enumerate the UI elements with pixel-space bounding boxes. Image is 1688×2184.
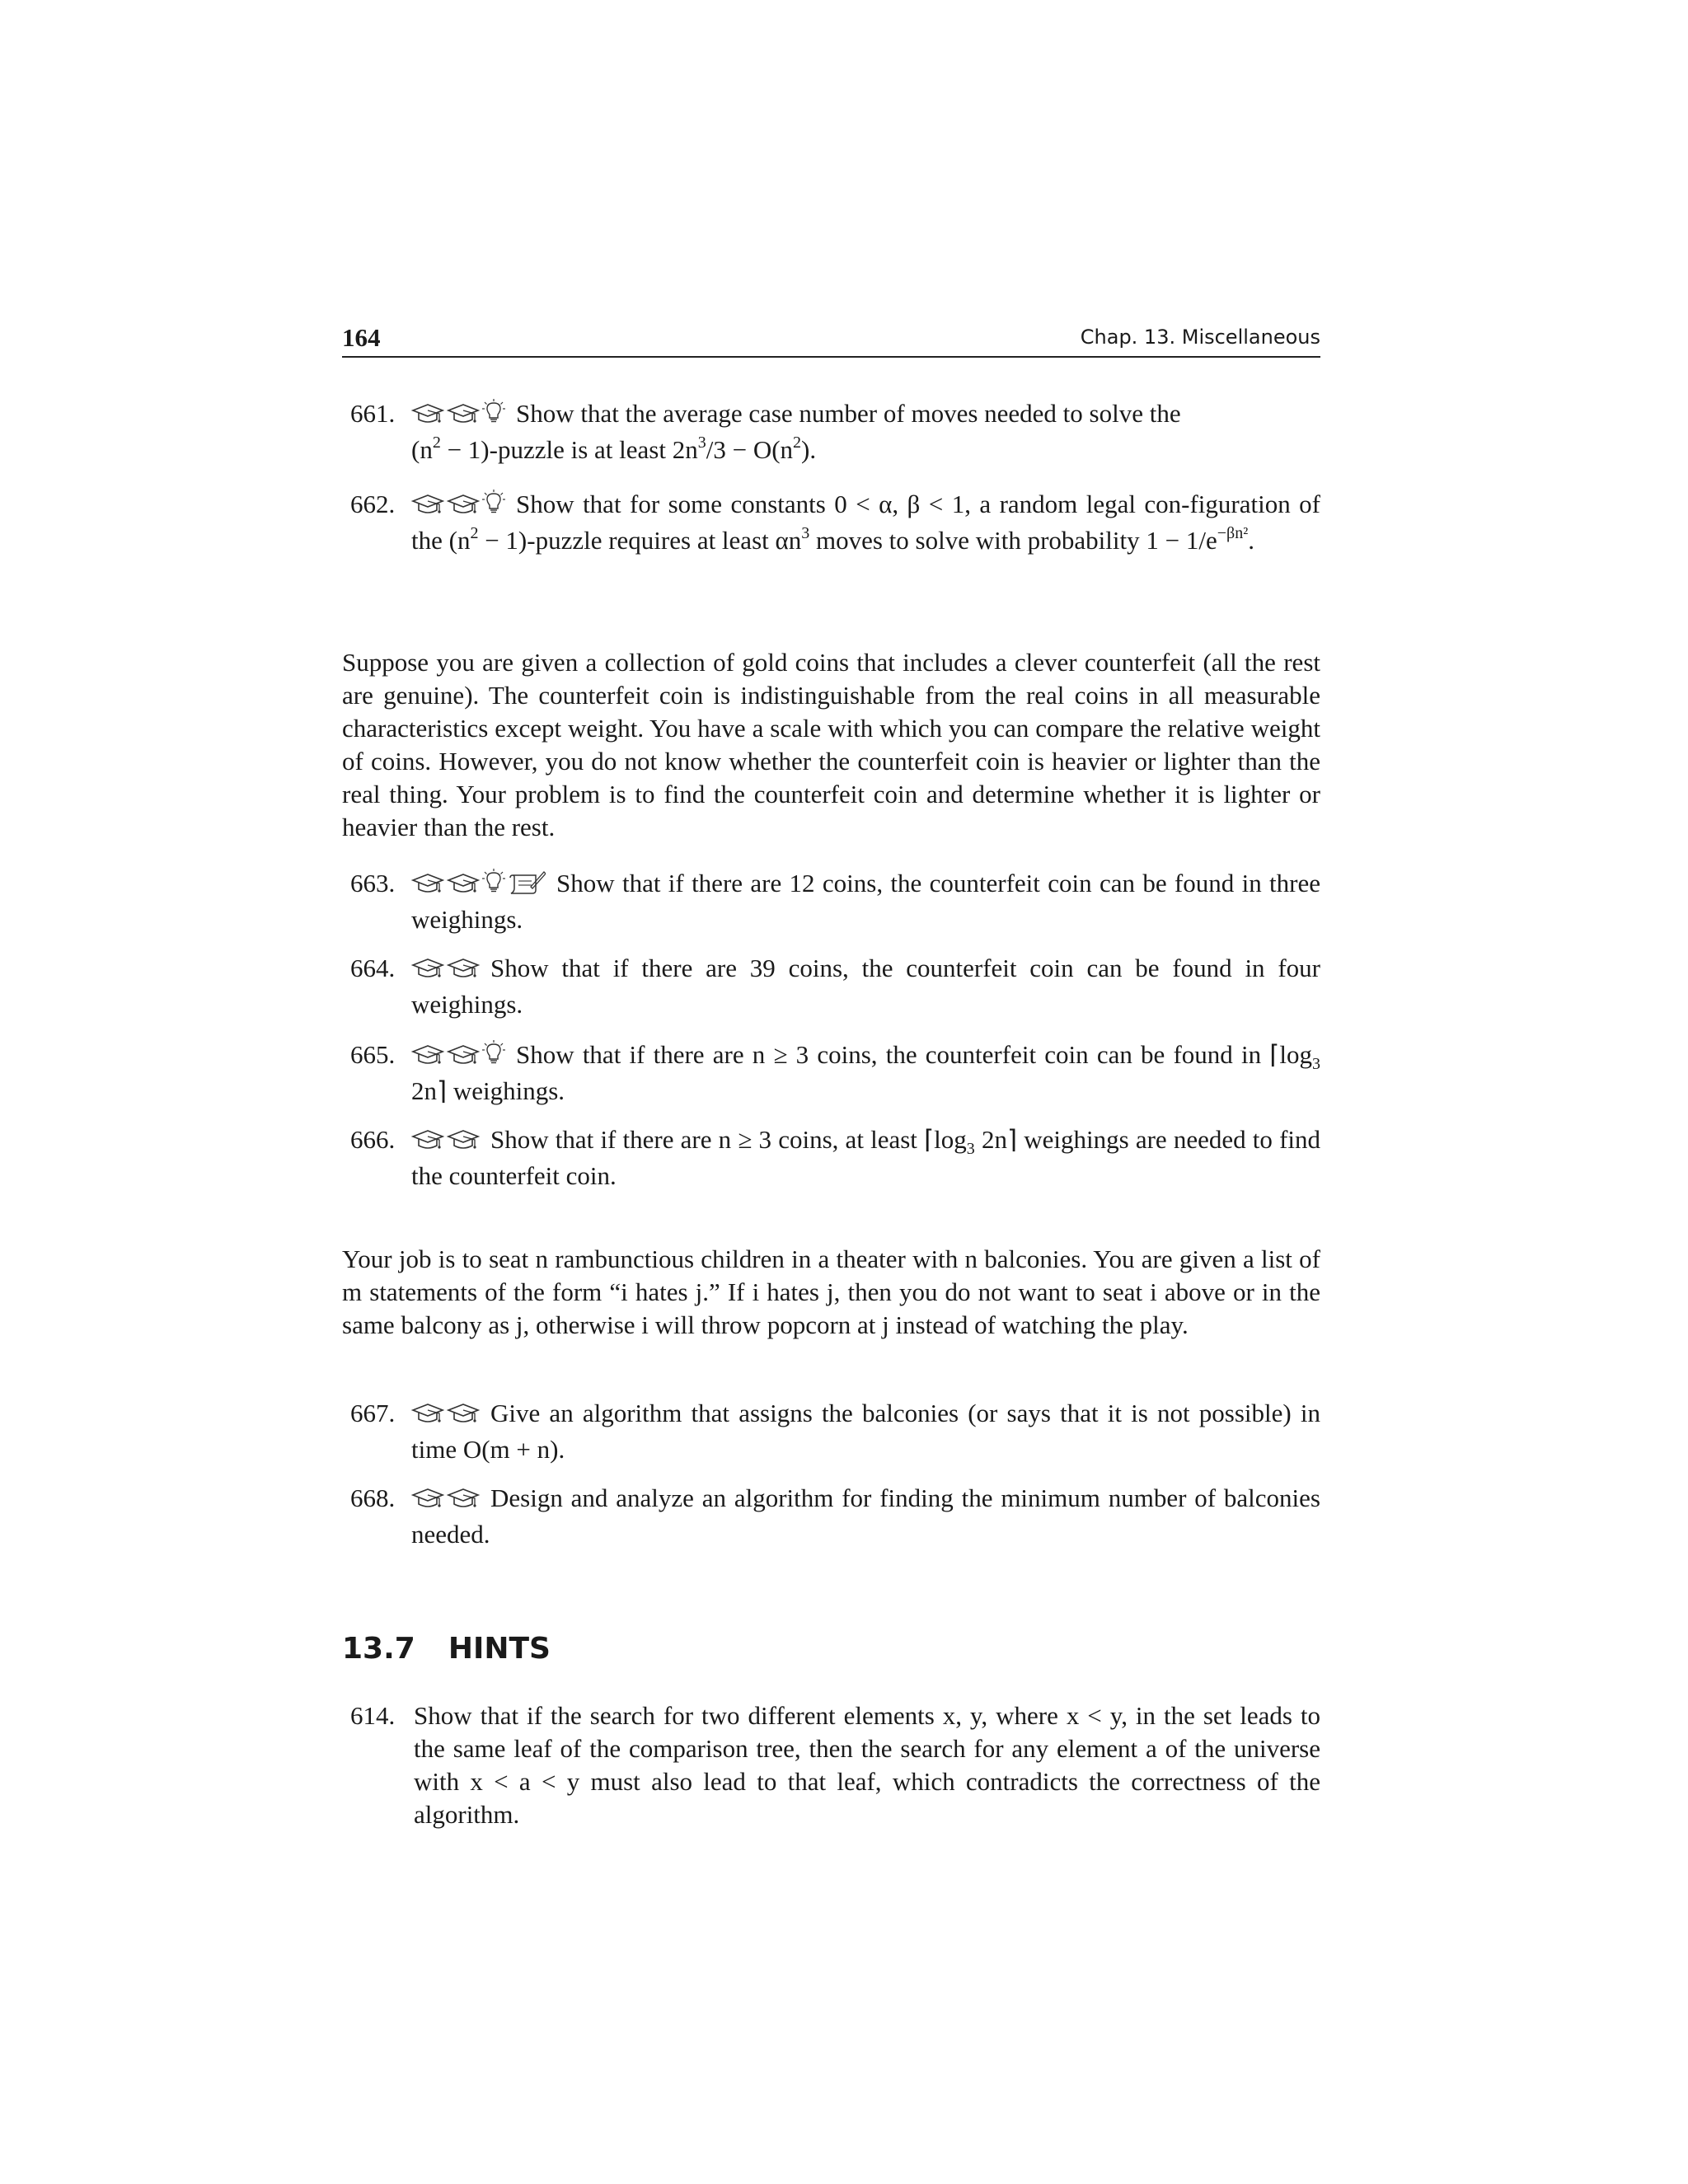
lightbulb-icon: [482, 869, 505, 895]
page-header: [342, 323, 1320, 358]
problem-number: 661.: [350, 399, 396, 428]
mortarboard-icon: [411, 1402, 444, 1425]
problem-number: 666.: [350, 1125, 396, 1154]
mortarboard-icon: [447, 1487, 480, 1510]
mortarboard-icon: [411, 1487, 444, 1510]
scroll-icon: [508, 870, 546, 895]
hint-text: Show that if the search for two different elements x, y, where x < y, in the set leads to the same leaf of the comparison tree, then the search for any element a of the universe with x < a < y must also lead to that leaf, which contradicts the correctness of the algorithm.: [414, 1701, 1320, 1829]
page-number: 164: [342, 323, 381, 352]
mortarboard-icon: [447, 493, 480, 516]
mortarboard-icon: [447, 872, 480, 895]
problem-number: 662.: [350, 490, 396, 518]
section-title: HINTS: [448, 1632, 551, 1666]
theater-paragraph: Your job is to seat n rambunctious children in a theater with n balconies. You are given a list of m statements of the form “i hates j.” If i hates j, then you do not want to seat i above or in the same balcony as j, otherwise i will throw popcorn at j instead of watching the play.: [342, 1244, 1320, 1339]
difficulty-icons: [411, 869, 548, 903]
problem-number: 667.: [350, 1399, 396, 1427]
difficulty-icons: [411, 399, 508, 434]
problem-666: [350, 1123, 1320, 1193]
mortarboard-icon: [447, 402, 480, 425]
difficulty-icons: [411, 1040, 508, 1075]
problem-text: Design and analyze an algorithm for finding the minimum number of balconies needed.: [411, 1483, 1320, 1549]
mortarboard-icon: [447, 1043, 480, 1066]
problem-661: [350, 397, 1320, 466]
mortarboard-icon: [411, 1128, 444, 1151]
difficulty-icons: [411, 1485, 482, 1518]
section-number: 13.7: [342, 1632, 415, 1666]
difficulty-icons: [411, 1127, 482, 1160]
problem-665: [350, 1038, 1320, 1108]
problem-text: Show that if there are 39 coins, the counterfeit coin can be found in four weighings.: [411, 954, 1320, 1019]
problem-number: 663.: [350, 869, 396, 898]
problem-664: [350, 952, 1320, 1021]
problem-662: [350, 488, 1320, 557]
problem-text: Show that for some constants 0 < α, β < 1, a random legal con-figuration of the ($n^2$ − 1)-puzzle requires at least $\alpha n^3$ moves to solve with probability $1 - 1/e^{-\beta n^2}$.: [411, 490, 1320, 555]
mortarboard-icon: [411, 493, 444, 516]
lightbulb-icon: [482, 490, 505, 516]
problem-668: [350, 1482, 1320, 1551]
mortarboard-icon: [411, 402, 444, 425]
section-heading: [342, 1632, 551, 1666]
problem-number: 665.: [350, 1040, 396, 1069]
mortarboard-icon: [447, 1128, 480, 1151]
difficulty-icons: [411, 1400, 482, 1433]
problem-number: 668.: [350, 1483, 396, 1512]
hint-614: [350, 1699, 1320, 1831]
problem-number: 664.: [350, 954, 396, 982]
lightbulb-icon: [482, 1040, 505, 1066]
mortarboard-icon: [447, 1402, 480, 1425]
problem-667: [350, 1397, 1320, 1466]
problem-text: Show that if there are n ≥ 3 coins, at least $⌈\log_3$ 2n⌉ weighings are needed to find the counterfeit coin.: [411, 1125, 1321, 1190]
lightbulb-icon: [482, 399, 505, 425]
mortarboard-icon: [447, 957, 480, 980]
difficulty-icons: [411, 955, 482, 988]
problem-text: Give an algorithm that assigns the balconies (or says that it is not possible) in time O(m + n).: [411, 1399, 1320, 1464]
coins-paragraph: Suppose you are given a collection of gold coins that includes a clever counterfeit (all the rest are genuine). The counterfeit coin is indistinguishable from the real coins in all measurable characteristics except weight. You have a scale with which you can compare the relative weight of coins. However, you do not know whether the counterfeit coin is heavier or lighter than the real thing. Your problem is to find the counterfeit coin and determine whether it is lighter or heavier than the rest.: [342, 648, 1320, 841]
mortarboard-icon: [411, 957, 444, 980]
mortarboard-icon: [411, 872, 444, 895]
running-head: Chap. 13. Miscellaneous: [1080, 326, 1320, 349]
mortarboard-icon: [411, 1043, 444, 1066]
problem-663: [350, 867, 1320, 936]
problem-text: Show that the average case number of moves needed to solve the ($n^2$ − 1)-puzzle is at least $2n^3/3 - O(n^2)$.: [411, 399, 1181, 464]
hint-number: 614.: [350, 1701, 396, 1730]
problem-text: Show that if there are n ≥ 3 coins, the counterfeit coin can be found in $⌈\log_3$ 2n⌉ weighings.: [411, 1040, 1320, 1105]
problem-text: Show that if there are 12 coins, the counterfeit coin can be found in three weighings.: [411, 869, 1320, 934]
difficulty-icons: [411, 490, 508, 524]
